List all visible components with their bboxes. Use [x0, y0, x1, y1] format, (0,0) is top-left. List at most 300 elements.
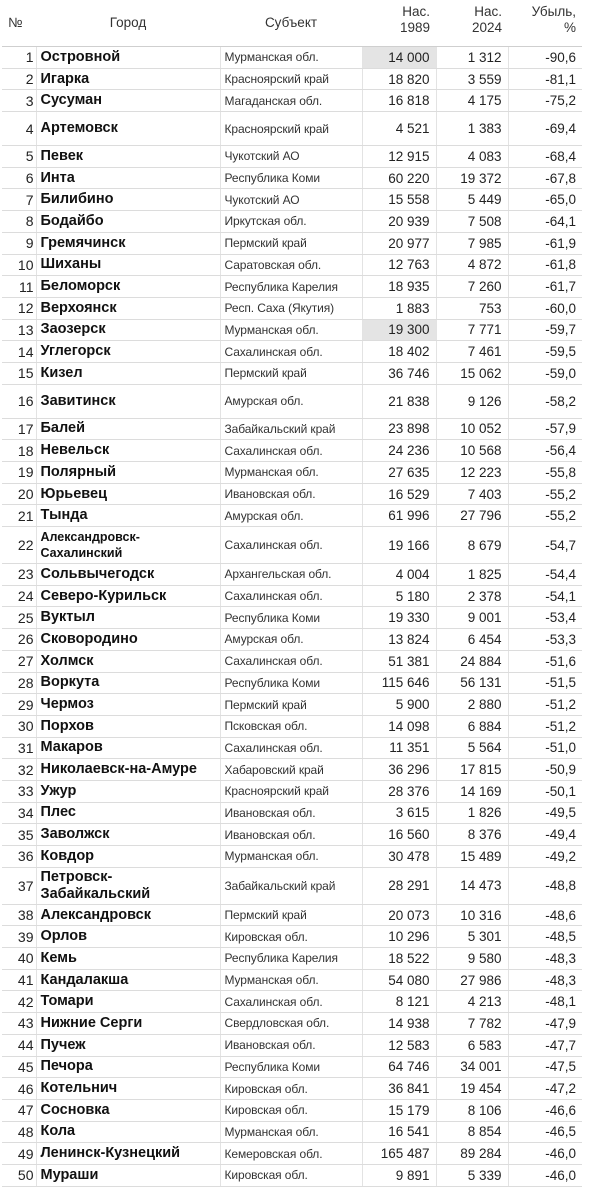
- row-number[interactable]: 40: [2, 948, 36, 970]
- subject-cell[interactable]: Свердловская обл.: [220, 1013, 362, 1035]
- subject-cell[interactable]: Республика Карелия: [220, 948, 362, 970]
- pop-2024-cell[interactable]: 8 679: [436, 527, 508, 564]
- pop-2024-cell[interactable]: 6 583: [436, 1034, 508, 1056]
- subject-cell[interactable]: Мурманская обл.: [220, 47, 362, 69]
- city-cell[interactable]: Заволжск: [36, 824, 220, 846]
- city-cell[interactable]: Пучеж: [36, 1034, 220, 1056]
- row-number[interactable]: 17: [2, 418, 36, 440]
- loss-percent-cell[interactable]: -51,2: [508, 694, 582, 716]
- city-cell[interactable]: Холмск: [36, 650, 220, 672]
- pop-1989-cell[interactable]: 16 541: [362, 1121, 436, 1143]
- loss-percent-cell[interactable]: -55,2: [508, 483, 582, 505]
- loss-percent-cell[interactable]: -48,1: [508, 991, 582, 1013]
- table-row[interactable]: [2, 462, 582, 484]
- pop-1989-cell[interactable]: 18 935: [362, 276, 436, 298]
- city-cell[interactable]: Порхов: [36, 715, 220, 737]
- pop-2024-cell[interactable]: 7 508: [436, 211, 508, 233]
- loss-percent-cell[interactable]: -75,2: [508, 90, 582, 112]
- pop-1989-cell[interactable]: 5 180: [362, 585, 436, 607]
- city-cell[interactable]: Островной: [36, 47, 220, 69]
- city-cell[interactable]: Орлов: [36, 926, 220, 948]
- pop-1989-cell[interactable]: 24 236: [362, 440, 436, 462]
- pop-2024-cell[interactable]: 15 489: [436, 846, 508, 868]
- city-cell[interactable]: Ленинск-Кузнецкий: [36, 1143, 220, 1165]
- loss-percent-cell[interactable]: -49,2: [508, 846, 582, 868]
- table-row[interactable]: [2, 440, 582, 462]
- pop-2024-cell[interactable]: 3 559: [436, 68, 508, 90]
- loss-percent-cell[interactable]: -48,5: [508, 926, 582, 948]
- table-row[interactable]: [2, 1078, 582, 1100]
- pop-1989-cell[interactable]: 18 402: [362, 341, 436, 363]
- pop-2024-cell[interactable]: 12 223: [436, 462, 508, 484]
- loss-percent-cell[interactable]: -49,4: [508, 824, 582, 846]
- row-number[interactable]: 9: [2, 232, 36, 254]
- city-cell[interactable]: Печора: [36, 1056, 220, 1078]
- pop-2024-cell[interactable]: 14 169: [436, 780, 508, 802]
- pop-2024-cell[interactable]: 7 782: [436, 1013, 508, 1035]
- city-cell[interactable]: Северо-Курильск: [36, 585, 220, 607]
- table-row[interactable]: [2, 991, 582, 1013]
- table-row[interactable]: [2, 824, 582, 846]
- city-cell[interactable]: Котельнич: [36, 1078, 220, 1100]
- pop-1989-cell[interactable]: 61 996: [362, 505, 436, 527]
- subject-cell[interactable]: Республика Карелия: [220, 276, 362, 298]
- city-cell[interactable]: Игарка: [36, 68, 220, 90]
- row-number[interactable]: 10: [2, 254, 36, 276]
- pop-1989-cell[interactable]: 4 004: [362, 564, 436, 586]
- row-number[interactable]: 48: [2, 1121, 36, 1143]
- loss-percent-cell[interactable]: -59,0: [508, 362, 582, 384]
- subject-cell[interactable]: Красноярский край: [220, 112, 362, 146]
- subject-cell[interactable]: Пермский край: [220, 362, 362, 384]
- pop-2024-cell[interactable]: 2 880: [436, 694, 508, 716]
- row-number[interactable]: 43: [2, 1013, 36, 1035]
- pop-2024-cell[interactable]: 4 872: [436, 254, 508, 276]
- row-number[interactable]: 35: [2, 824, 36, 846]
- header-pop-1989[interactable]: [362, 0, 436, 47]
- pop-2024-cell[interactable]: 7 985: [436, 232, 508, 254]
- table-row[interactable]: [2, 1121, 582, 1143]
- subject-cell[interactable]: Ивановская обл.: [220, 1034, 362, 1056]
- pop-1989-cell[interactable]: 36 746: [362, 362, 436, 384]
- row-number[interactable]: 44: [2, 1034, 36, 1056]
- subject-cell[interactable]: Мурманская обл.: [220, 969, 362, 991]
- pop-2024-cell[interactable]: 24 884: [436, 650, 508, 672]
- row-number[interactable]: 8: [2, 211, 36, 233]
- loss-percent-cell[interactable]: -47,9: [508, 1013, 582, 1035]
- subject-cell[interactable]: Сахалинская обл.: [220, 341, 362, 363]
- city-cell[interactable]: Мураши: [36, 1164, 220, 1186]
- pop-1989-cell[interactable]: 30 478: [362, 846, 436, 868]
- pop-2024-cell[interactable]: 1 312: [436, 47, 508, 69]
- pop-1989-cell[interactable]: 20 977: [362, 232, 436, 254]
- table-row[interactable]: [2, 418, 582, 440]
- table-row[interactable]: [2, 232, 582, 254]
- pop-1989-cell[interactable]: 9 891: [362, 1164, 436, 1186]
- subject-cell[interactable]: Сахалинская обл.: [220, 440, 362, 462]
- loss-percent-cell[interactable]: -54,7: [508, 527, 582, 564]
- subject-cell[interactable]: Чукотский АО: [220, 189, 362, 211]
- city-cell[interactable]: Александровск: [36, 904, 220, 926]
- pop-1989-cell[interactable]: 54 080: [362, 969, 436, 991]
- row-number[interactable]: 12: [2, 297, 36, 319]
- pop-1989-cell[interactable]: 14 000: [362, 47, 436, 69]
- row-number[interactable]: 22: [2, 527, 36, 564]
- city-cell[interactable]: Сусуман: [36, 90, 220, 112]
- table-row[interactable]: [2, 926, 582, 948]
- pop-2024-cell[interactable]: 7 771: [436, 319, 508, 341]
- table-row[interactable]: [2, 737, 582, 759]
- pop-2024-cell[interactable]: 8 376: [436, 824, 508, 846]
- table-row[interactable]: [2, 802, 582, 824]
- loss-percent-cell[interactable]: -50,1: [508, 780, 582, 802]
- city-cell[interactable]: Кемь: [36, 948, 220, 970]
- pop-1989-cell[interactable]: 5 900: [362, 694, 436, 716]
- table-row[interactable]: [2, 1034, 582, 1056]
- city-cell[interactable]: Макаров: [36, 737, 220, 759]
- pop-2024-cell[interactable]: 6 454: [436, 629, 508, 651]
- table-row[interactable]: [2, 650, 582, 672]
- loss-percent-cell[interactable]: -56,4: [508, 440, 582, 462]
- subject-cell[interactable]: Ивановская обл.: [220, 483, 362, 505]
- table-row[interactable]: [2, 276, 582, 298]
- subject-cell[interactable]: Мурманская обл.: [220, 462, 362, 484]
- loss-percent-cell[interactable]: -46,0: [508, 1164, 582, 1186]
- city-cell[interactable]: Кизел: [36, 362, 220, 384]
- subject-cell[interactable]: Амурская обл.: [220, 384, 362, 418]
- table-row[interactable]: [2, 1164, 582, 1186]
- pop-2024-cell[interactable]: 1 826: [436, 802, 508, 824]
- city-cell[interactable]: Петровск-Забайкальский: [36, 867, 220, 904]
- table-row[interactable]: [2, 146, 582, 168]
- loss-percent-cell[interactable]: -53,4: [508, 607, 582, 629]
- pop-2024-cell[interactable]: 10 316: [436, 904, 508, 926]
- subject-cell[interactable]: Кировская обл.: [220, 1078, 362, 1100]
- loss-percent-cell[interactable]: -51,6: [508, 650, 582, 672]
- subject-cell[interactable]: Мурманская обл.: [220, 1121, 362, 1143]
- pop-1989-cell[interactable]: 64 746: [362, 1056, 436, 1078]
- table-row[interactable]: [2, 759, 582, 781]
- loss-percent-cell[interactable]: -48,3: [508, 969, 582, 991]
- city-cell[interactable]: Кандалакша: [36, 969, 220, 991]
- subject-cell[interactable]: Кировская обл.: [220, 926, 362, 948]
- city-cell[interactable]: Воркута: [36, 672, 220, 694]
- city-cell[interactable]: Билибино: [36, 189, 220, 211]
- city-cell[interactable]: Бодайбо: [36, 211, 220, 233]
- row-number[interactable]: 20: [2, 483, 36, 505]
- row-number[interactable]: 4: [2, 112, 36, 146]
- city-cell[interactable]: Завитинск: [36, 384, 220, 418]
- pop-1989-cell[interactable]: 60 220: [362, 167, 436, 189]
- city-cell[interactable]: Сольвычегодск: [36, 564, 220, 586]
- table-row[interactable]: [2, 969, 582, 991]
- subject-cell[interactable]: Чукотский АО: [220, 146, 362, 168]
- row-number[interactable]: 33: [2, 780, 36, 802]
- header-loss[interactable]: [508, 0, 582, 47]
- pop-1989-cell[interactable]: 21 838: [362, 384, 436, 418]
- pop-2024-cell[interactable]: 1 825: [436, 564, 508, 586]
- pop-2024-cell[interactable]: 8 854: [436, 1121, 508, 1143]
- subject-cell[interactable]: Республика Коми: [220, 607, 362, 629]
- subject-cell[interactable]: Красноярский край: [220, 780, 362, 802]
- table-row[interactable]: [2, 715, 582, 737]
- pop-1989-cell[interactable]: 15 558: [362, 189, 436, 211]
- table-row[interactable]: [2, 780, 582, 802]
- pop-1989-cell[interactable]: 16 818: [362, 90, 436, 112]
- pop-1989-cell[interactable]: 20 939: [362, 211, 436, 233]
- table-row[interactable]: [2, 564, 582, 586]
- subject-cell[interactable]: Республика Коми: [220, 672, 362, 694]
- row-number[interactable]: 31: [2, 737, 36, 759]
- table-row[interactable]: [2, 189, 582, 211]
- row-number[interactable]: 7: [2, 189, 36, 211]
- pop-1989-cell[interactable]: 165 487: [362, 1143, 436, 1165]
- loss-percent-cell[interactable]: -48,6: [508, 904, 582, 926]
- loss-percent-cell[interactable]: -49,5: [508, 802, 582, 824]
- row-number[interactable]: 29: [2, 694, 36, 716]
- pop-1989-cell[interactable]: 115 646: [362, 672, 436, 694]
- pop-1989-cell[interactable]: 12 583: [362, 1034, 436, 1056]
- pop-2024-cell[interactable]: 4 213: [436, 991, 508, 1013]
- city-cell[interactable]: Невельск: [36, 440, 220, 462]
- city-cell[interactable]: Заозерск: [36, 319, 220, 341]
- row-number[interactable]: 13: [2, 319, 36, 341]
- pop-1989-cell[interactable]: 11 351: [362, 737, 436, 759]
- loss-percent-cell[interactable]: -46,0: [508, 1143, 582, 1165]
- subject-cell[interactable]: Сахалинская обл.: [220, 991, 362, 1013]
- row-number[interactable]: 18: [2, 440, 36, 462]
- pop-2024-cell[interactable]: 9 126: [436, 384, 508, 418]
- pop-2024-cell[interactable]: 4 175: [436, 90, 508, 112]
- table-row[interactable]: [2, 672, 582, 694]
- pop-2024-cell[interactable]: 7 403: [436, 483, 508, 505]
- table-row[interactable]: [2, 867, 582, 904]
- pop-1989-cell[interactable]: 15 179: [362, 1099, 436, 1121]
- pop-2024-cell[interactable]: 7 260: [436, 276, 508, 298]
- city-cell[interactable]: Верхоянск: [36, 297, 220, 319]
- pop-2024-cell[interactable]: 34 001: [436, 1056, 508, 1078]
- subject-cell[interactable]: Кировская обл.: [220, 1164, 362, 1186]
- city-cell[interactable]: Ковдор: [36, 846, 220, 868]
- row-number[interactable]: 15: [2, 362, 36, 384]
- row-number[interactable]: 16: [2, 384, 36, 418]
- pop-1989-cell[interactable]: 19 166: [362, 527, 436, 564]
- row-number[interactable]: 14: [2, 341, 36, 363]
- table-row[interactable]: [2, 68, 582, 90]
- city-cell[interactable]: Плес: [36, 802, 220, 824]
- pop-1989-cell[interactable]: 12 763: [362, 254, 436, 276]
- subject-cell[interactable]: Амурская обл.: [220, 505, 362, 527]
- header-number[interactable]: №: [2, 0, 36, 47]
- loss-percent-cell[interactable]: -67,8: [508, 167, 582, 189]
- subject-cell[interactable]: Ивановская обл.: [220, 802, 362, 824]
- row-number[interactable]: 25: [2, 607, 36, 629]
- loss-percent-cell[interactable]: -69,4: [508, 112, 582, 146]
- pop-1989-cell[interactable]: 36 296: [362, 759, 436, 781]
- pop-1989-cell[interactable]: 14 098: [362, 715, 436, 737]
- row-number[interactable]: 21: [2, 505, 36, 527]
- row-number[interactable]: 32: [2, 759, 36, 781]
- pop-2024-cell[interactable]: 27 796: [436, 505, 508, 527]
- loss-percent-cell[interactable]: -64,1: [508, 211, 582, 233]
- pop-2024-cell[interactable]: 8 106: [436, 1099, 508, 1121]
- loss-percent-cell[interactable]: -57,9: [508, 418, 582, 440]
- pop-2024-cell[interactable]: 56 131: [436, 672, 508, 694]
- city-cell[interactable]: Сковородино: [36, 629, 220, 651]
- pop-1989-cell[interactable]: 3 615: [362, 802, 436, 824]
- loss-percent-cell[interactable]: -48,8: [508, 867, 582, 904]
- loss-percent-cell[interactable]: -58,2: [508, 384, 582, 418]
- subject-cell[interactable]: Сахалинская обл.: [220, 585, 362, 607]
- subject-cell[interactable]: Псковская обл.: [220, 715, 362, 737]
- loss-percent-cell[interactable]: -68,4: [508, 146, 582, 168]
- loss-percent-cell[interactable]: -65,0: [508, 189, 582, 211]
- pop-1989-cell[interactable]: 8 121: [362, 991, 436, 1013]
- table-row[interactable]: [2, 254, 582, 276]
- city-cell[interactable]: Ужур: [36, 780, 220, 802]
- loss-percent-cell[interactable]: -59,7: [508, 319, 582, 341]
- loss-percent-cell[interactable]: -61,7: [508, 276, 582, 298]
- table-row[interactable]: [2, 1056, 582, 1078]
- table-row[interactable]: [2, 1143, 582, 1165]
- pop-1989-cell[interactable]: 27 635: [362, 462, 436, 484]
- pop-2024-cell[interactable]: 9 580: [436, 948, 508, 970]
- loss-percent-cell[interactable]: -55,2: [508, 505, 582, 527]
- table-row[interactable]: [2, 167, 582, 189]
- table-row[interactable]: [2, 319, 582, 341]
- loss-percent-cell[interactable]: -61,9: [508, 232, 582, 254]
- pop-2024-cell[interactable]: 4 083: [436, 146, 508, 168]
- row-number[interactable]: 11: [2, 276, 36, 298]
- pop-2024-cell[interactable]: 5 449: [436, 189, 508, 211]
- row-number[interactable]: 23: [2, 564, 36, 586]
- subject-cell[interactable]: Иркутская обл.: [220, 211, 362, 233]
- loss-percent-cell[interactable]: -90,6: [508, 47, 582, 69]
- row-number[interactable]: 49: [2, 1143, 36, 1165]
- subject-cell[interactable]: Республика Коми: [220, 167, 362, 189]
- subject-cell[interactable]: Республика Коми: [220, 1056, 362, 1078]
- pop-1989-cell[interactable]: 28 376: [362, 780, 436, 802]
- header-subject[interactable]: Субъект: [220, 0, 362, 47]
- pop-2024-cell[interactable]: 10 568: [436, 440, 508, 462]
- table-row[interactable]: [2, 629, 582, 651]
- city-cell[interactable]: Инта: [36, 167, 220, 189]
- table-row[interactable]: [2, 527, 582, 564]
- row-number[interactable]: 46: [2, 1078, 36, 1100]
- city-cell[interactable]: Беломорск: [36, 276, 220, 298]
- pop-2024-cell[interactable]: 5 564: [436, 737, 508, 759]
- city-cell[interactable]: Юрьевец: [36, 483, 220, 505]
- row-number[interactable]: 42: [2, 991, 36, 1013]
- pop-1989-cell[interactable]: 16 560: [362, 824, 436, 846]
- pop-2024-cell[interactable]: 1 383: [436, 112, 508, 146]
- pop-1989-cell[interactable]: 36 841: [362, 1078, 436, 1100]
- subject-cell[interactable]: Кемеровская обл.: [220, 1143, 362, 1165]
- city-cell[interactable]: Чермоз: [36, 694, 220, 716]
- pop-1989-cell[interactable]: 4 521: [362, 112, 436, 146]
- table-row[interactable]: [2, 948, 582, 970]
- row-number[interactable]: 47: [2, 1099, 36, 1121]
- pop-2024-cell[interactable]: 7 461: [436, 341, 508, 363]
- loss-percent-cell[interactable]: -50,9: [508, 759, 582, 781]
- row-number[interactable]: 24: [2, 585, 36, 607]
- table-row[interactable]: [2, 90, 582, 112]
- row-number[interactable]: 34: [2, 802, 36, 824]
- table-row[interactable]: [2, 585, 582, 607]
- loss-percent-cell[interactable]: -47,5: [508, 1056, 582, 1078]
- pop-2024-cell[interactable]: 9 001: [436, 607, 508, 629]
- subject-cell[interactable]: Красноярский край: [220, 68, 362, 90]
- pop-2024-cell[interactable]: 19 372: [436, 167, 508, 189]
- city-cell[interactable]: Кола: [36, 1121, 220, 1143]
- table-row[interactable]: [2, 112, 582, 146]
- loss-percent-cell[interactable]: -54,4: [508, 564, 582, 586]
- pop-1989-cell[interactable]: 16 529: [362, 483, 436, 505]
- header-pop-2024[interactable]: [436, 0, 508, 47]
- subject-cell[interactable]: Сахалинская обл.: [220, 527, 362, 564]
- subject-cell[interactable]: Забайкальский край: [220, 418, 362, 440]
- pop-2024-cell[interactable]: 89 284: [436, 1143, 508, 1165]
- row-number[interactable]: 39: [2, 926, 36, 948]
- loss-percent-cell[interactable]: -51,5: [508, 672, 582, 694]
- pop-1989-cell[interactable]: 1 883: [362, 297, 436, 319]
- table-row[interactable]: [2, 505, 582, 527]
- table-row[interactable]: [2, 362, 582, 384]
- city-cell[interactable]: Певек: [36, 146, 220, 168]
- row-number[interactable]: 45: [2, 1056, 36, 1078]
- city-cell[interactable]: Александровск-Сахалинский: [36, 527, 220, 564]
- pop-2024-cell[interactable]: 14 473: [436, 867, 508, 904]
- row-number[interactable]: 1: [2, 47, 36, 69]
- pop-2024-cell[interactable]: 6 884: [436, 715, 508, 737]
- city-cell[interactable]: Шиханы: [36, 254, 220, 276]
- pop-1989-cell[interactable]: 10 296: [362, 926, 436, 948]
- loss-percent-cell[interactable]: -51,2: [508, 715, 582, 737]
- pop-1989-cell[interactable]: 18 522: [362, 948, 436, 970]
- subject-cell[interactable]: Архангельская обл.: [220, 564, 362, 586]
- row-number[interactable]: 27: [2, 650, 36, 672]
- table-row[interactable]: [2, 846, 582, 868]
- city-cell[interactable]: Нижние Серги: [36, 1013, 220, 1035]
- subject-cell[interactable]: Магаданская обл.: [220, 90, 362, 112]
- table-row[interactable]: [2, 47, 582, 69]
- loss-percent-cell[interactable]: -61,8: [508, 254, 582, 276]
- table-row[interactable]: [2, 384, 582, 418]
- loss-percent-cell[interactable]: -81,1: [508, 68, 582, 90]
- header-city[interactable]: Город: [36, 0, 220, 47]
- city-cell[interactable]: Гремячинск: [36, 232, 220, 254]
- table-row[interactable]: [2, 341, 582, 363]
- pop-2024-cell[interactable]: 27 986: [436, 969, 508, 991]
- pop-2024-cell[interactable]: 15 062: [436, 362, 508, 384]
- table-row[interactable]: [2, 694, 582, 716]
- subject-cell[interactable]: Сахалинская обл.: [220, 650, 362, 672]
- row-number[interactable]: 3: [2, 90, 36, 112]
- row-number[interactable]: 37: [2, 867, 36, 904]
- city-cell[interactable]: Артемовск: [36, 112, 220, 146]
- row-number[interactable]: 6: [2, 167, 36, 189]
- subject-cell[interactable]: Амурская обл.: [220, 629, 362, 651]
- pop-1989-cell[interactable]: 13 824: [362, 629, 436, 651]
- subject-cell[interactable]: Саратовская обл.: [220, 254, 362, 276]
- table-row[interactable]: [2, 297, 582, 319]
- city-cell[interactable]: Тында: [36, 505, 220, 527]
- row-number[interactable]: 30: [2, 715, 36, 737]
- loss-percent-cell[interactable]: -60,0: [508, 297, 582, 319]
- loss-percent-cell[interactable]: -46,6: [508, 1099, 582, 1121]
- loss-percent-cell[interactable]: -48,3: [508, 948, 582, 970]
- pop-1989-cell[interactable]: 18 820: [362, 68, 436, 90]
